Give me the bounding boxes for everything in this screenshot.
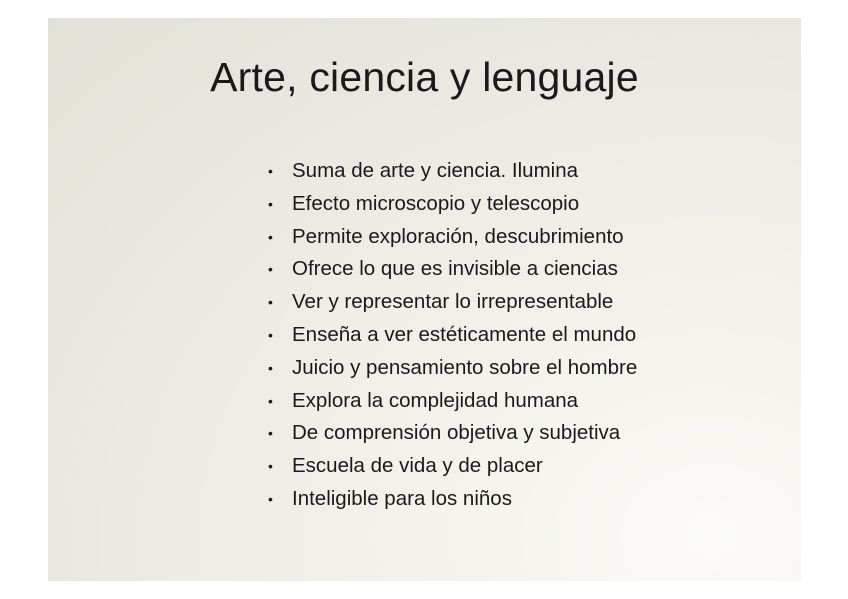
- bullet-text: De comprensión objetiva y subjetiva: [292, 421, 621, 445]
- bullet-item: [266, 417, 637, 450]
- bullet-text: Permite exploración, descubrimiento: [292, 224, 624, 248]
- bullet-icon: •: [268, 392, 273, 409]
- bullet-icon: •: [268, 195, 273, 212]
- bullet-text: Ver y representar lo irrepresentable: [292, 290, 614, 314]
- bullet-item: [266, 319, 637, 352]
- bullet-list: [266, 155, 637, 516]
- bullet-text: Juicio y pensamiento sobre el hombre: [292, 355, 638, 379]
- bullet-text: Suma de arte y ciencia. Ilumina: [292, 159, 578, 182]
- bullet-item: [266, 385, 637, 418]
- slide-title: Arte, ciencia y lenguaje: [210, 54, 639, 100]
- bullet-item: [266, 188, 637, 221]
- bullet-text: Explora la complejidad humana: [292, 388, 579, 412]
- bullet-item: [266, 221, 637, 254]
- bullet-text: Efecto microscopio y telescopio: [292, 191, 580, 215]
- bullet-item: [266, 450, 637, 483]
- bullet-text: Inteligible para los niños: [292, 486, 512, 510]
- bullet-item: [266, 352, 637, 385]
- bullet-icon: •: [268, 228, 273, 245]
- bullet-icon: •: [268, 458, 273, 475]
- bullet-item: [266, 253, 637, 286]
- bullet-icon: •: [268, 294, 273, 311]
- bullet-item: [266, 286, 637, 319]
- bullet-icon: •: [268, 425, 273, 442]
- bullet-icon: •: [268, 261, 273, 278]
- bullet-icon: •: [268, 163, 273, 179]
- bullet-text: Ofrece lo que es invisible a ciencias: [292, 257, 618, 281]
- slide: [48, 18, 801, 581]
- bullet-text: Enseña a ver estéticamente el mundo: [292, 322, 637, 346]
- bullet-item: [266, 483, 637, 516]
- bullet-text: Escuela de vida y de placer: [292, 454, 543, 478]
- bullet-icon: •: [268, 326, 273, 343]
- bullet-icon: •: [268, 490, 273, 507]
- bullet-item: [266, 155, 637, 188]
- bullet-icon: •: [268, 359, 273, 376]
